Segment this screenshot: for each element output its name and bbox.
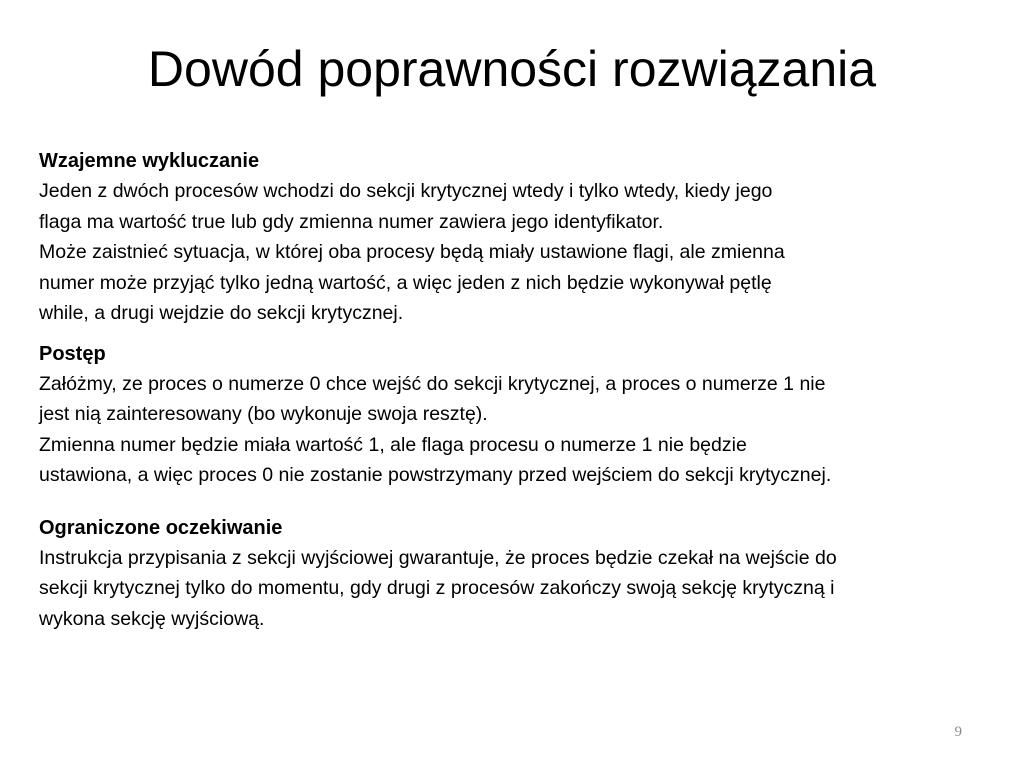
paragraph-line: flaga ma wartość true lub gdy zmienna numer zawiera jego identyfikator. (39, 210, 664, 233)
section-progress (39, 339, 999, 491)
paragraph-line: Instrukcja przypisania z sekcji wyjściowej gwarantuje, że proces będzie czekał na wejście do (39, 546, 837, 569)
paragraph-line: wykona sekcję wyjściową. (39, 607, 265, 630)
section-mutual-exclusion (39, 146, 999, 329)
paragraph-line: jest nią zainteresowany (bo wykonuje swoja resztę). (39, 403, 488, 425)
slide-title: Dowód poprawności rozwiązania (147, 41, 877, 97)
page-number: 9 (954, 724, 962, 740)
slide-body (39, 146, 999, 634)
paragraph-line: numer może przyjąć tylko jedną wartość, a więc jeden z nich będzie wykonywał pętlę (39, 271, 772, 294)
paragraph-line: Może zaistnieć sytuacja, w której oba procesy będą miały ustawione flagi, ale zmienna (39, 241, 785, 263)
paragraph-line: ustawiona, a więc proces 0 nie zostanie powstrzymany przed wejściem do sekcji krytycznej. (39, 464, 832, 486)
paragraph-line: Załóżmy, ze proces o numerze 0 chce wejść do sekcji krytycznej, a proces o numerze 1 nie (39, 372, 826, 395)
paragraph-line: while, a drugi wejdzie do sekcji krytycznej. (39, 302, 404, 324)
section-heading: Postęp (39, 342, 106, 365)
section-heading: Ograniczone oczekiwanie (39, 516, 283, 539)
paragraph-line: Jeden z dwóch procesów wchodzi do sekcji krytycznej wtedy i tylko wtedy, kiedy jego (39, 180, 773, 202)
section-bounded-waiting (39, 513, 999, 635)
section-heading: Wzajemne wykluczanie (39, 150, 260, 172)
paragraph-line: sekcji krytycznej tylko do momentu, gdy drugi z procesów zakończy swoją sekcję krytyczną i (39, 577, 835, 599)
paragraph-line: Zmienna numer będzie miała wartość 1, ale flaga procesu o numerze 1 nie będzie (39, 433, 747, 456)
